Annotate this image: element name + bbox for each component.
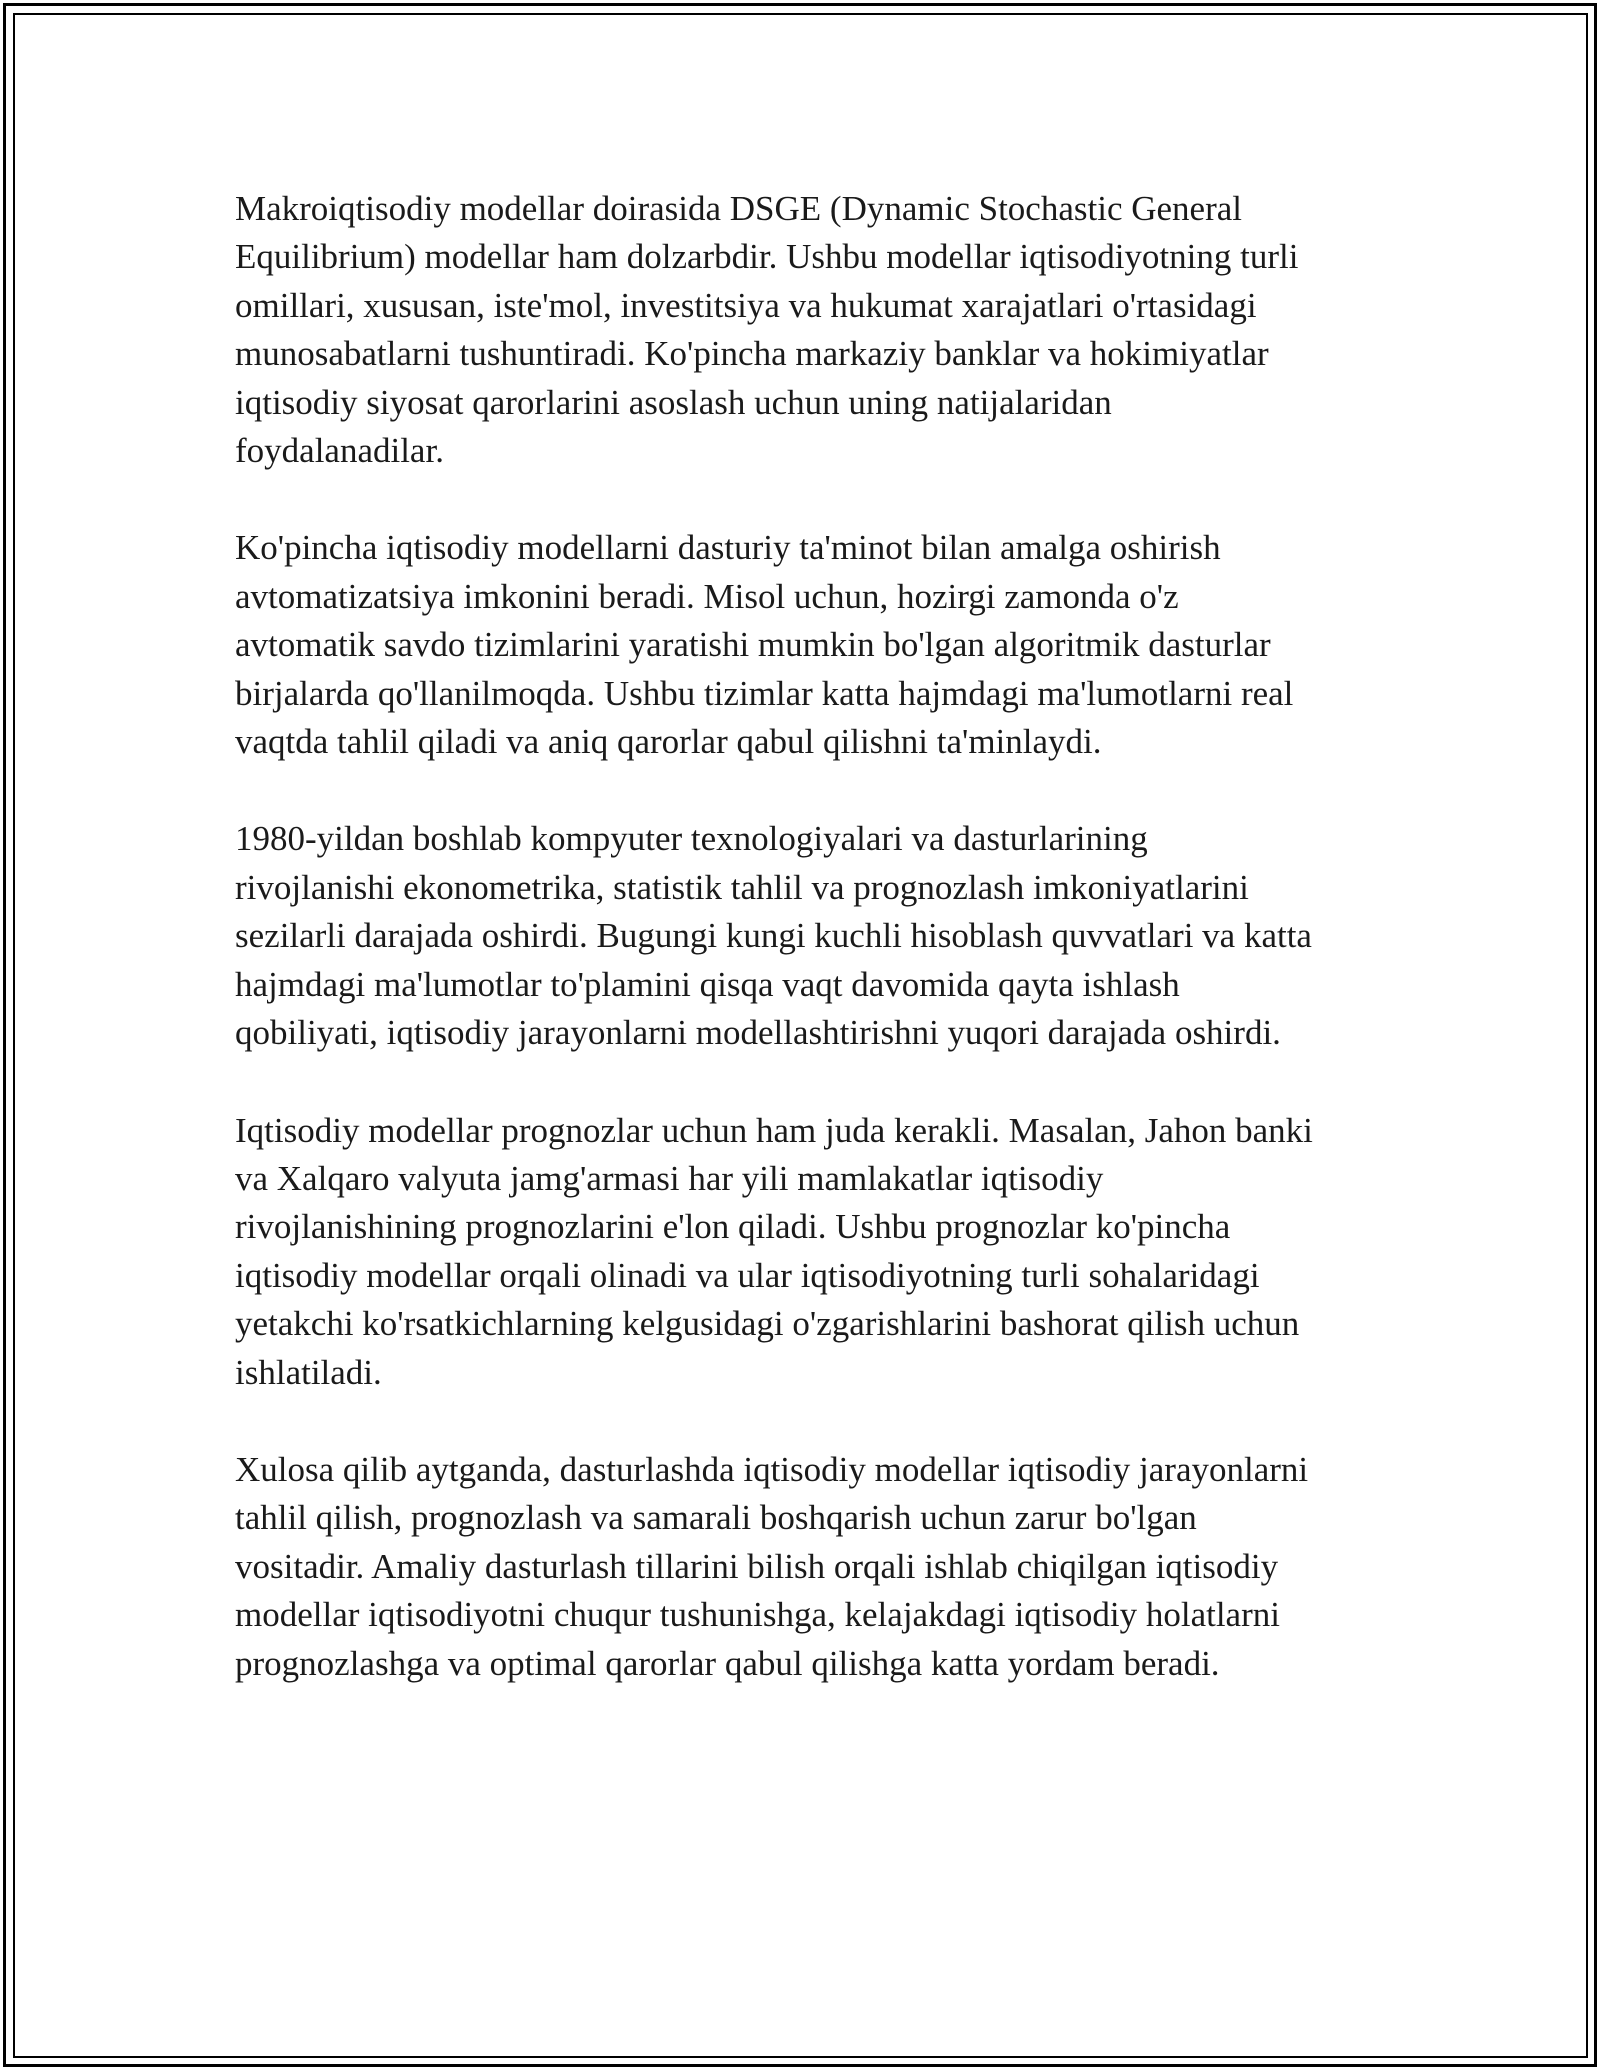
paragraph-dsge-models: Makroiqtisodiy modellar doirasida DSGE (Dynamic Stochastic General Equilibrium) modellar ham dolzarbdir. Ushbu modellar iqtisodiyotning turli omillari, xususan, iste'mol, investitsiya va hukumat xarajatlari o'rtasidagi munosabatlarni tushuntiradi. Ko'pincha markaziy banklar va hokimiyatlar iqtisodiy siyosat qarorlarini asoslash uchun uning natijalaridan foydalanadilar.: [235, 189, 1299, 471]
paragraph-forecasting: Iqtisodiy modellar prognozlar uchun ham juda kerakli. Masalan, Jahon banki va Xalqaro valyuta jamg'armasi har yili mamlakatlar iqtisodiy rivojlanishining prognozlarini e'lon qiladi. Ushbu prognozlar ko'pincha iqtisodiy modellar orqali olinadi va ular iqtisodiyotning turli sohalaridagi yetakchi ko'rsatkichlarning kelgusidagi o'zgarishlarini bashorat qilish uchun ishlatiladi.: [235, 1110, 1313, 1392]
document-body: [235, 185, 1375, 1737]
paragraph-computer-technology: 1980-yildan boshlab kompyuter texnologiyalari va dasturlarining rivojlanishi ekonometrika, statistik tahlil va prognozlash imkoniyatlarini sezilarli darajada oshirdi. Bugungi kungi kuchli hisoblash quvvatlari va katta hajmdagi ma'lumotlar to'plamini qisqa vaqt davomida qayta ishlash qobiliyati, iqtisodiy jarayonlarni modellashtirishni yuqori darajada oshirdi.: [235, 819, 1312, 1053]
paragraph-conclusion: Xulosa qilib aytganda, dasturlashda iqtisodiy modellar iqtisodiy jarayonlarni tahlil qilish, prognozlash va samarali boshqarish uchun zarur bo'lgan vositadir. Amaliy dasturlash tillarini bilish orqali ishlab chiqilgan iqtisodiy modellar iqtisodiyotni chuqur tushunishga, kelajakdagi iqtisodiy holatlarni prognozlashga va optimal qarorlar qabul qilishga katta yordam beradi.: [235, 1449, 1309, 1683]
paragraph-software-automation: Ko'pincha iqtisodiy modellarni dasturiy ta'minot bilan amalga oshirish avtomatizatsiya imkonini beradi. Misol uchun, hozirgi zamonda o'z avtomatik savdo tizimlarini yaratishi mumkin bo'lgan algoritmik dasturlar birjalarda qo'llanilmoqda. Ushbu tizimlar katta hajmdagi ma'lumotlarni real vaqtda tahlil qiladi va aniq qarorlar qabul qilishni ta'minlaydi.: [235, 528, 1294, 762]
